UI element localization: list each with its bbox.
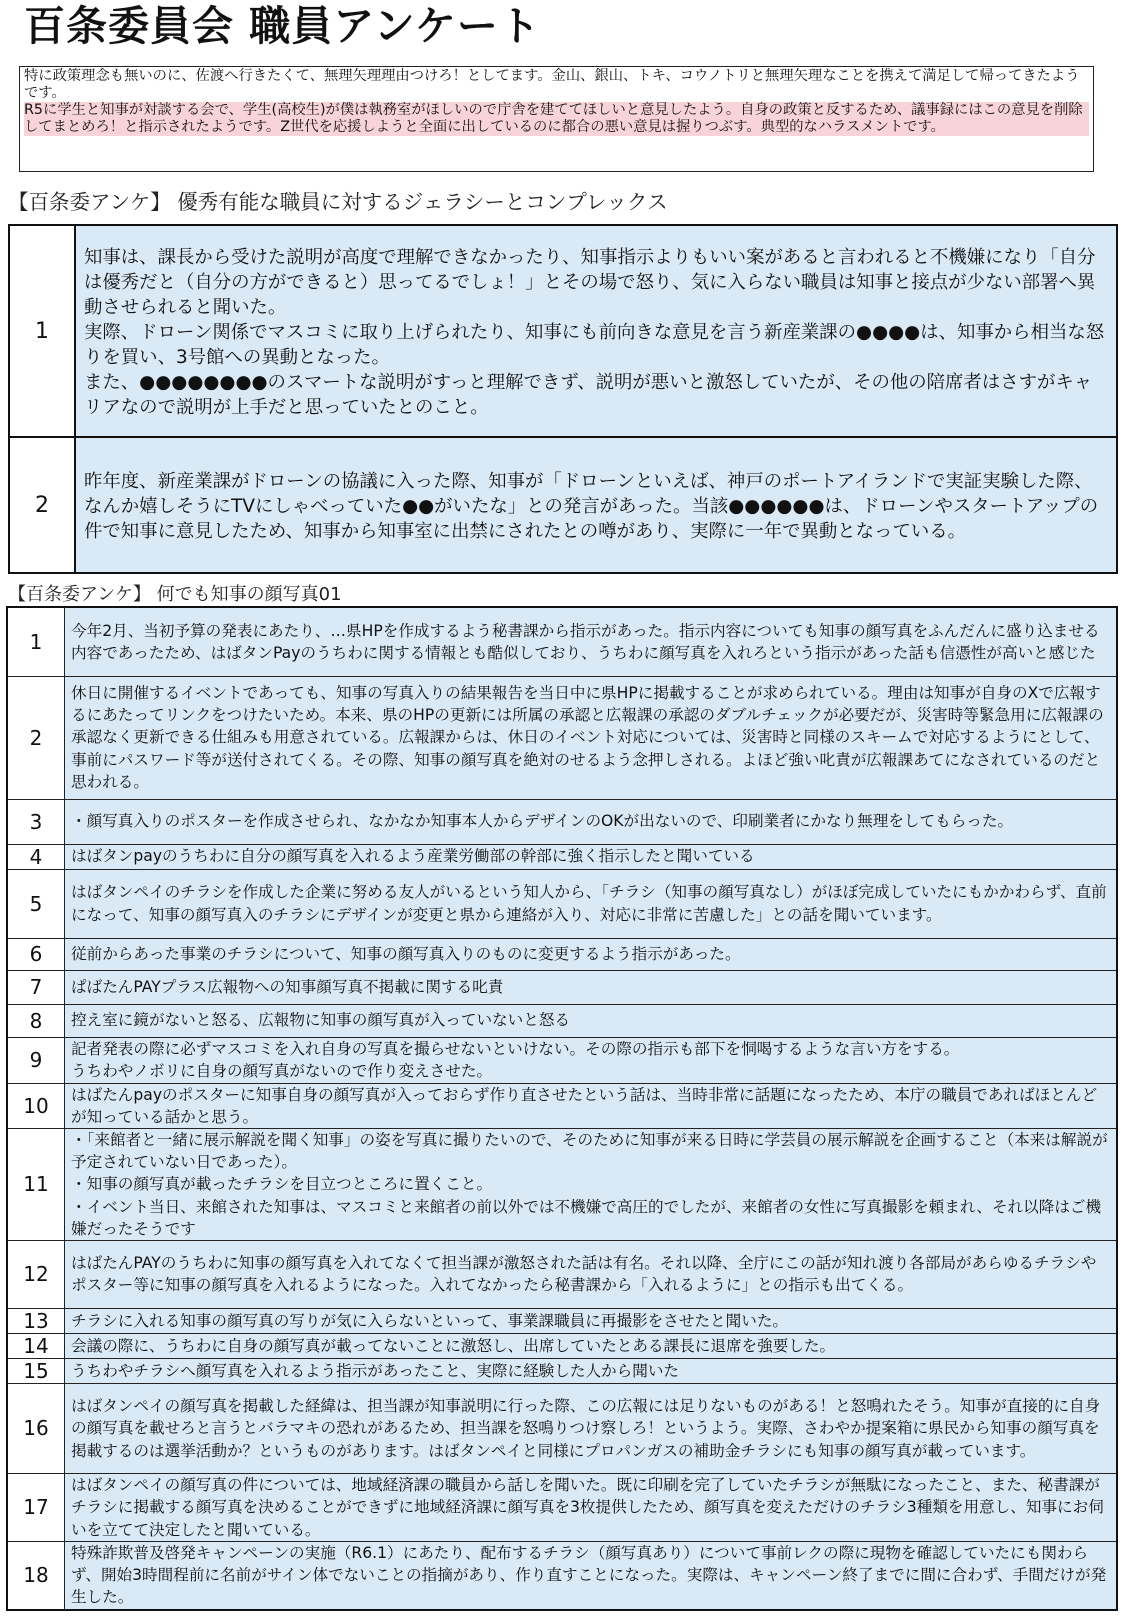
row-line: ・「来館者と一緒に展示解説を聞く知事」の姿を写真に撮りたいので、そのために知事が来る日時に学芸員の展示解説を企画すること（本来は解説が予定されていない日であった）。 [71, 1130, 1108, 1172]
table-row [7, 676, 1117, 799]
row-line: 記者発表の際に必ずマスコミを入れ自身の写真を撮らせないといけない。その際の指示も部下を恫喝するような言い方をする。 [71, 1039, 960, 1058]
row-number: 17 [7, 1473, 65, 1541]
row-line: 知事は、課長から受けた説明が高度で理解できなかったり、知事指示よりもいい案があると言われると不機嫌になり「自分は優秀だと（自分の方ができると）思ってるでしょ！」とその場で怒り、気に入らない職員は知事と接点が少ない部署へ異動させられると聞いた。 [84, 246, 1096, 318]
page-title: 百条委員会 職員アンケート [24, 2, 541, 50]
table-row [7, 1037, 1117, 1083]
table-row [7, 844, 1117, 869]
intro-paragraph-2-highlighted: R5に学生と知事が対談する会で、学生(高校生)が僕は執務室がほしいので庁舎を建ててほしいと意見したよう。自身の政策と反するため、議事録にはこの意見を削除してまとめろ！と指示されたようです。Z世代を応援しようと全面に出しているのに都合の悪い意見は握りつぶす。典型的なハラスメントです。 [24, 102, 1089, 136]
row-text [65, 607, 1118, 676]
row-line: はばタンpayのうちわに自分の顔写真を入れるよう産業労働部の幹部に強く指示したと聞いている [71, 847, 755, 866]
table-row [7, 1333, 1117, 1358]
table-row [7, 1240, 1117, 1308]
table-row [7, 1128, 1117, 1240]
row-line: 控え室に鏡がないと怒る、広報物に知事の顔写真が入っていないと怒る [71, 1011, 571, 1030]
row-text [65, 1383, 1118, 1473]
row-line: はばたんPAYのうちわに知事の顔写真を入れてなくて担当課が激怒された話は有名。それ以降、全庁にこの話が知れ渡り各部局があらゆるチラシやポスター等に知事の顔写真を入れるようになった。入れてなかったら秘書課から「入れるように」との指示も出てくる。 [71, 1254, 1097, 1295]
row-line: うちわやチラシへ顔写真を入れるよう指示があったこと、実際に経験した人から聞いた [71, 1361, 680, 1380]
row-number: 10 [7, 1083, 65, 1128]
row-line: 休日に開催するイベントであっても、知事の写真入りの結果報告を当日中に県HPに掲載することが求められている。理由は知事が自身のXで広報するにあたってリンクをつけたいため。本来、県のHPの更新には所属の承認と広報課の承認のダブルチェックが必要だが、災害時等緊急用に広報課の承認なく更新できる仕組みも用意されている。広報課からは、休日のイベント対応については、災害時と同様のスキームで対応するようにとして、事前にパスワード等が送付されてくる。その際、知事の顔写真を絶対のせるよう念押しされる。よほど強い叱責が広報課あてになされているのだと思われる。 [71, 683, 1104, 791]
row-line: はばたんpayのポスターに知事自身の顔写真が入っておらず作り直させたという話は、当時非常に話題になったため、本庁の職員であればほとんどが知っている話かと思う。 [71, 1085, 1098, 1126]
row-number: 11 [7, 1128, 65, 1240]
row-line: 昨年度、新産業課がドローンの協議に入った際、知事が「ドローンといえば、神戸のポートアイランドで実証実験した際、なんか嬉しそうにTVにしゃべっていた●●がいたな」との発言があった。当該●●●●●●は、ドローンやスタートアップの件で知事に意見したため、知事から知事室に出禁にされたとの噂があり、実際に一年で異動となっている。 [84, 470, 1099, 542]
section1-heading: 【百条委アンケ】 優秀有能な職員に対するジェラシーとコンプレックス [8, 190, 668, 214]
row-text [65, 1240, 1118, 1308]
row-line: ぱばたんPAYプラス広報物への知事顔写真不掲載に関する叱責 [71, 977, 504, 996]
row-number: 9 [7, 1037, 65, 1083]
row-line: 実際、ドローン関係でマスコミに取り上げられたり、知事にも前向きな意見を言う新産業課の●●●●は、知事から相当な怒りを買い、3号館への異動となった。 [84, 321, 1105, 368]
row-text [65, 844, 1118, 869]
table-row [7, 1004, 1117, 1037]
row-line: チラシに入れる知事の顔写真の写りが気に入らないといって、事業課職員に再撮影をさせたと聞いた。 [71, 1311, 789, 1330]
row-line: また、●●●●●●●●のスマートな説明がすっと理解できず、説明が悪いと激怒していたが、その他の陪席者はさすがキャリアなので説明が上手だと思っていたとのこと。 [84, 371, 1093, 418]
row-line: 従前からあった事業のチラシについて、知事の顔写真入りのものに変更するよう指示があった。 [71, 944, 741, 963]
row-line: はばタンペイのチラシを作成した企業に努める友人がいるという知人から、「チラシ（知事の顔写真なし）がほぼ完成していたにもかかわらず、直前になって、知事の顔写真入のチラシにデザインが変更と県から連絡が入り、対応に非常に苦慮した」との話を聞いています。 [71, 883, 1107, 924]
intro-paragraph-1: 特に政策理念も無いのに、佐渡へ行きたくて、無理矢理理由つけろ！としてます。金山、銀山、トキ、コウノトリと無理矢理なことを携えて満足して帰ってきたようです。 [24, 68, 1080, 101]
row-text [65, 869, 1118, 938]
table-row [7, 1383, 1117, 1473]
row-line: 会議の際に、うちわに自身の顔写真が載ってないことに激怒し、出席していたとある課長に退席を強要した。 [71, 1336, 836, 1355]
row-line: はばタンペイの顔写真を掲載した経緯は、担当課が知事説明に行った際、この広報には足りないものがある！と怒鳴れたそう。知事が直接的に自身の顔写真を載せろと言うとバラマキの恐れがあるため、担当課を怒鳴りつけ察しろ！というよう。実際、さわやか提案箱に県民から知事の顔写真を掲載するのは選挙活動か？というものがあります。はばタンペイと同様にプロパンガスの補助金チラシにも知事の顔写真が載っています。 [71, 1397, 1101, 1460]
section2-table [6, 606, 1118, 1611]
table-row [7, 1083, 1117, 1128]
row-line: うちわやノボリに自身の顔写真がないので作り変えさせた。 [71, 1062, 493, 1080]
row-text [65, 1308, 1118, 1333]
row-text [65, 1004, 1118, 1037]
row-line: ・イベント当日、来館された知事は、マスコミと来館者の前以外では不機嫌で高圧的でしたが、来館者の女性に写真撮影を頼まれ、それ以降はご機嫌だったそうです [71, 1197, 1102, 1238]
row-line: 特殊詐欺普及啓発キャンペーンの実施（R6.1）にあたり、配布するチラシ（顔写真あり）について事前レクの際に現物を確認していたにも関わらず、開始3時間程前に名前がサイン体でないことの指摘があり、作り直すことになった。実際は、キャンペーン終了までに間に合わず、手間だけが発生した。 [71, 1543, 1107, 1607]
row-number: 2 [9, 437, 75, 573]
row-text [65, 1128, 1118, 1240]
table-row [9, 225, 1117, 437]
table-row [7, 938, 1117, 970]
row-text [65, 1541, 1118, 1609]
row-text [65, 1473, 1118, 1541]
table-row [7, 607, 1117, 676]
section2-heading: 【百条委アンケ】 何でも知事の顔写真01 [8, 584, 342, 605]
row-number: 4 [7, 844, 65, 869]
row-text [75, 437, 1117, 573]
table-row [7, 970, 1117, 1004]
table-row [7, 799, 1117, 844]
row-number: 2 [7, 676, 65, 799]
row-number: 18 [7, 1541, 65, 1609]
row-text [65, 676, 1118, 799]
row-number: 6 [7, 938, 65, 970]
table-row [7, 869, 1117, 938]
row-number: 16 [7, 1383, 65, 1473]
row-text [65, 938, 1118, 970]
row-line: 今年2月、当初予算の発表にあたり、…県HPを作成するよう秘書課から指示があった。指示内容についても知事の顔写真をふんだんに盛り込ませる内容であったため、はばタンPayのうちわに関する情報とも酷似しており、うちわに顔写真を入れろという指示があった話も信憑性が高いと感じた [71, 621, 1100, 662]
row-number: 12 [7, 1240, 65, 1308]
row-text [65, 1333, 1118, 1358]
row-number: 14 [7, 1333, 65, 1358]
row-number: 5 [7, 869, 65, 938]
section1-table [8, 224, 1118, 574]
row-number: 3 [7, 799, 65, 844]
row-number: 13 [7, 1308, 65, 1333]
row-text [65, 1083, 1118, 1128]
row-number: 1 [9, 225, 75, 437]
row-number: 1 [7, 607, 65, 676]
row-text [65, 1358, 1118, 1383]
row-text [65, 799, 1118, 844]
row-text [65, 970, 1118, 1004]
table-row [7, 1541, 1117, 1609]
row-text [75, 225, 1117, 437]
table-row [7, 1473, 1117, 1541]
row-number: 8 [7, 1004, 65, 1037]
table-row [9, 437, 1117, 573]
row-line: はばタンペイの顔写真の件については、地域経済課の職員から話しを聞いた。既に印刷を完了していたチラシが無駄になったこと、また、秘書課がチラシに掲載する顔写真を決めることができずに地域経済課に顔写真を3枚提供したため、顔写真を変えただけのチラシ3種類を用意し、知事にお伺いを立てて決定したと聞いている。 [71, 1476, 1104, 1539]
row-text [65, 1037, 1118, 1083]
row-line: ・顔写真入りのポスターを作成させられ、なかなか知事本人からデザインのOKが出ないので、印刷業者にかなり無理をしてもらった。 [71, 812, 1014, 831]
row-number: 15 [7, 1358, 65, 1383]
table-row [7, 1358, 1117, 1383]
row-line: ・知事の顔写真が載ったチラシを目立つところに置くこと。 [71, 1175, 493, 1194]
intro-note-box [19, 66, 1094, 172]
row-number: 7 [7, 970, 65, 1004]
table-row [7, 1308, 1117, 1333]
